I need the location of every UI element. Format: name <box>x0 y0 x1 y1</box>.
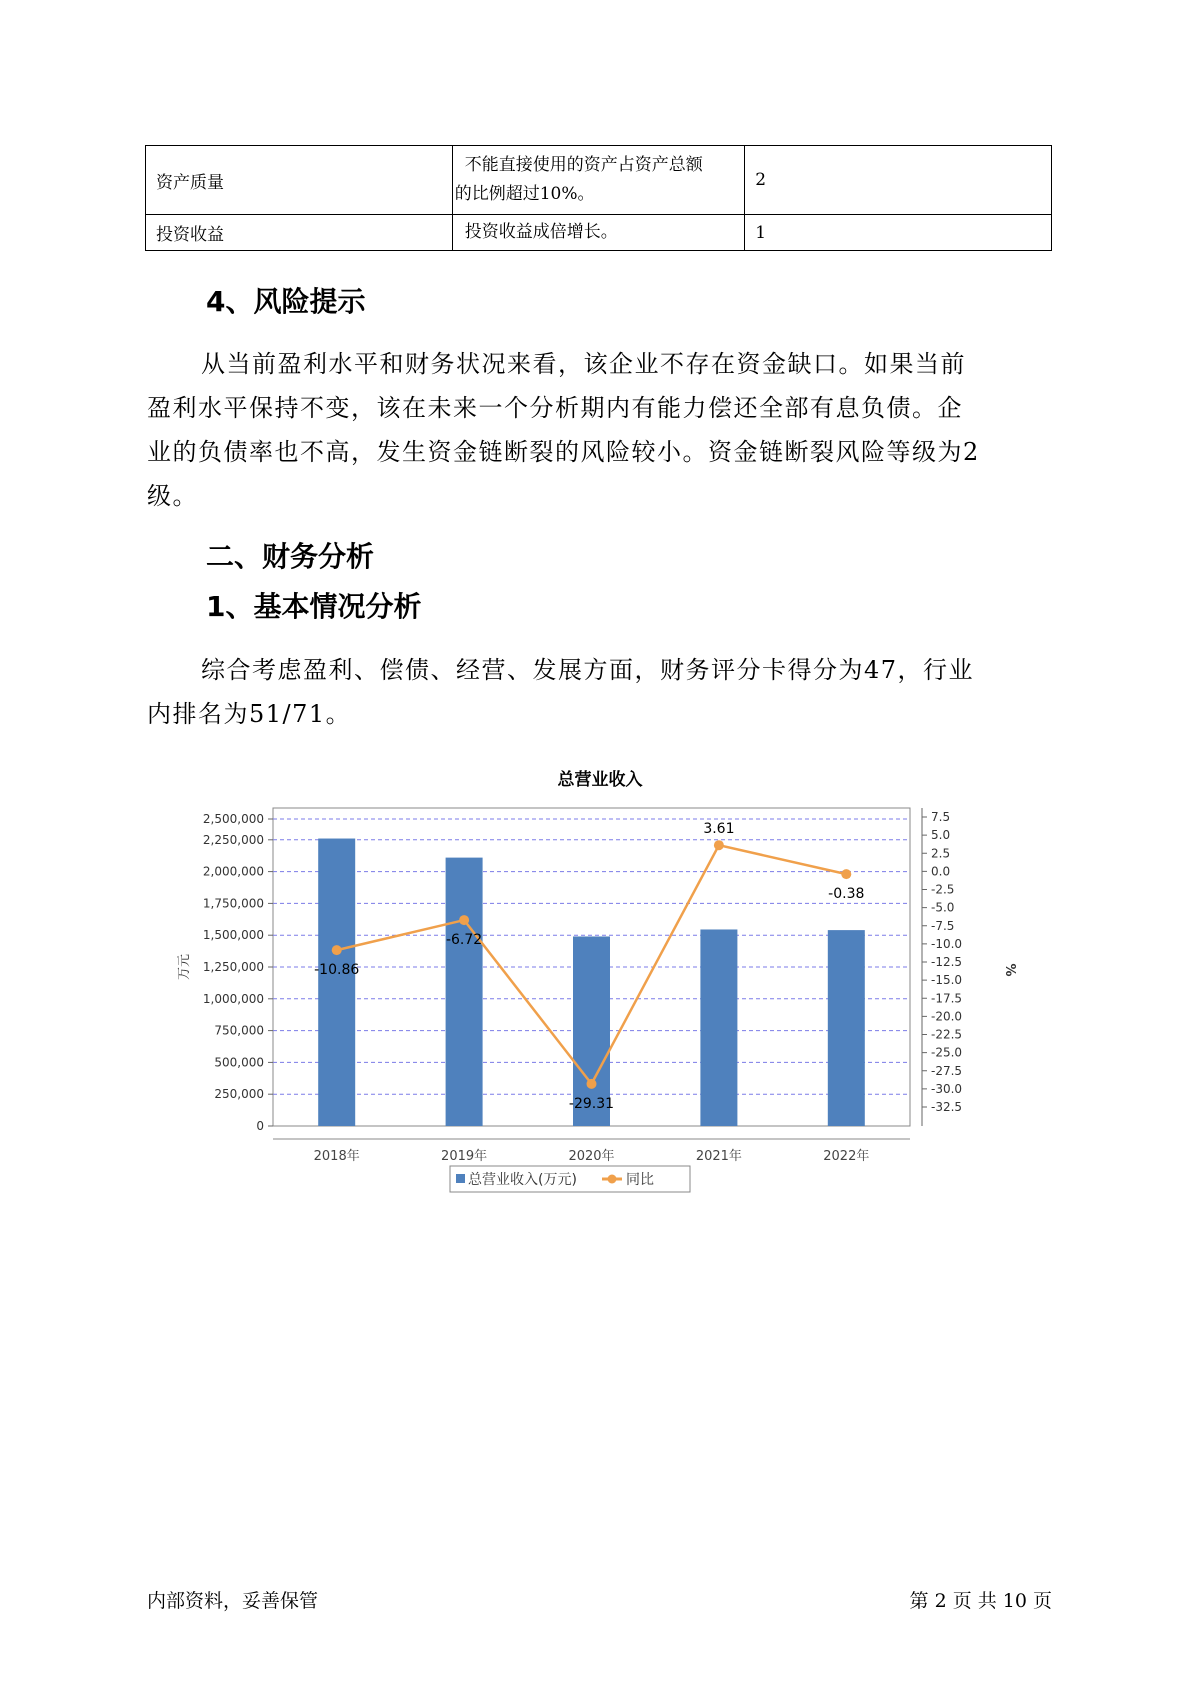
table-row <box>146 146 1052 215</box>
y-tick-label: 2,000,000 <box>202 864 264 879</box>
yoy-point <box>841 869 851 879</box>
x-tick-label: 2022年 <box>823 1149 870 1164</box>
yoy-data-label: -10.86 <box>314 962 360 979</box>
y-tick-label: 2,500,000 <box>202 812 264 826</box>
risk-condition-cell <box>452 146 745 215</box>
page-number: 第 2 页 共 10 页 <box>909 1590 1052 1612</box>
y-tick-label: 750,000 <box>214 1023 264 1038</box>
yoy-data-label: -29.31 <box>568 1095 615 1112</box>
y2-tick-label: -2.5 <box>931 882 955 897</box>
y-tick-label: 1,000,000 <box>202 991 264 1006</box>
y-axis-label: 万元 <box>177 953 192 981</box>
y-tick-label: 2,250,000 <box>202 832 264 847</box>
risk-category-cell: 资产质量 <box>146 146 453 215</box>
risk-condition-line: 的比例超过10%。 <box>454 184 595 204</box>
legend-line-label: 同比 <box>626 1172 654 1188</box>
y2-tick-label: -10.0 <box>931 936 963 951</box>
paragraph-line: 业的负债率也不高，发生资金链断裂的风险较小。资金链断裂风险等级为2 <box>147 438 980 466</box>
yoy-point <box>332 945 342 955</box>
risk-condition-line: 不能直接使用的资产占资产总额 <box>464 155 703 175</box>
revenue-bar <box>446 858 483 1126</box>
revenue-chart <box>170 755 1030 1215</box>
yoy-data-label: 3.61 <box>703 821 735 838</box>
chart-title: 总营业收入 <box>557 770 643 790</box>
y-tick-label: 500,000 <box>214 1055 264 1070</box>
x-tick-label: 2018年 <box>313 1149 360 1164</box>
y-tick-label: 1,250,000 <box>202 960 264 974</box>
paragraph-line: 级。 <box>147 482 198 510</box>
risk-heading: 4、风险提示 <box>206 285 366 318</box>
risk-category-cell: 投资收益 <box>146 215 453 251</box>
yoy-point <box>459 915 469 925</box>
chart-svg <box>170 755 1030 1215</box>
chart-legend <box>450 1166 690 1192</box>
risk-level-cell: 2 <box>745 146 1052 215</box>
y2-tick-label: 7.5 <box>931 810 951 824</box>
risk-condition-line: 投资收益成倍增长。 <box>464 222 618 242</box>
y2-tick-label: 2.5 <box>931 846 951 861</box>
revenue-bar <box>700 929 737 1126</box>
y2-tick-label: -7.5 <box>931 918 955 933</box>
y2-tick-label: 5.0 <box>931 828 951 843</box>
yoy-point <box>587 1079 597 1089</box>
paragraph-line: 内排名为51/71。 <box>147 700 352 728</box>
paragraph-line: 从当前盈利水平和财务状况来看，该企业不存在资金缺口。如果当前 <box>201 350 966 378</box>
footer-note: 内部资料，妥善保管 <box>147 1590 319 1612</box>
y2-tick-label: -12.5 <box>931 955 963 969</box>
y2-tick-label: -20.0 <box>931 1009 963 1024</box>
y2-tick-label: -27.5 <box>931 1063 963 1078</box>
y2-tick-label: 0.0 <box>931 864 951 879</box>
y2-tick-label: -30.0 <box>931 1081 963 1096</box>
y2-tick-label: -25.0 <box>931 1045 963 1060</box>
y2-tick-label: -5.0 <box>931 900 955 915</box>
basic-heading: 1、基本情况分析 <box>206 590 422 623</box>
y-tick-label: 250,000 <box>214 1087 264 1102</box>
yoy-data-label: -0.38 <box>828 886 865 903</box>
y2-axis-label: % <box>1002 963 1017 977</box>
legend-bar-label: 总营业收入(万元) <box>468 1172 577 1188</box>
yoy-point <box>714 840 724 850</box>
y2-tick-label: -22.5 <box>931 1027 963 1042</box>
table-row <box>146 215 1052 251</box>
legend-bar-swatch <box>456 1174 465 1183</box>
x-tick-label: 2019年 <box>441 1149 488 1164</box>
revenue-bar <box>828 930 865 1126</box>
legend-line-marker <box>608 1175 617 1184</box>
y2-tick-label: -32.5 <box>931 1100 963 1114</box>
yoy-data-label: -6.72 <box>445 932 483 949</box>
risk-table <box>145 145 1052 251</box>
basic-paragraph <box>147 648 1052 736</box>
risk-paragraph <box>147 342 1052 518</box>
paragraph-line: 盈利水平保持不变，该在未来一个分析期内有能力偿还全部有息负债。企 <box>147 394 963 422</box>
y2-tick-label: -15.0 <box>931 973 963 988</box>
x-tick-label: 2021年 <box>695 1149 742 1164</box>
y-tick-label: 1,750,000 <box>202 896 264 911</box>
risk-level-cell: 1 <box>745 215 1052 251</box>
y-tick-label: 1,500,000 <box>202 928 264 943</box>
revenue-bar <box>318 839 355 1126</box>
finance-heading: 二、财务分析 <box>206 540 375 573</box>
x-tick-label: 2020年 <box>568 1149 615 1164</box>
y-tick-label: 0 <box>256 1119 264 1133</box>
y2-tick-label: -17.5 <box>931 991 963 1006</box>
paragraph-line: 综合考虑盈利、偿债、经营、发展方面，财务评分卡得分为47，行业 <box>201 656 975 684</box>
risk-condition-cell <box>452 215 745 251</box>
